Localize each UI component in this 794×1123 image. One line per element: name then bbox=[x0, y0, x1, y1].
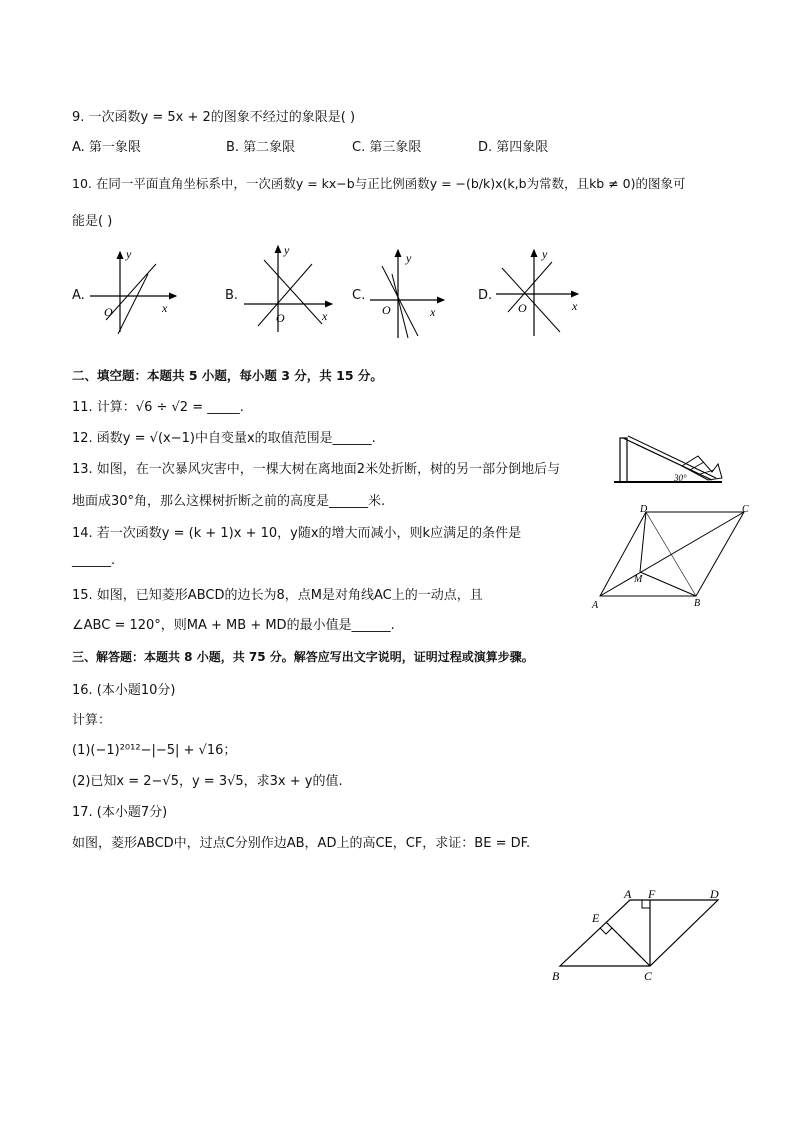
q17-label-c: C bbox=[644, 969, 653, 983]
q15-label-b: B bbox=[694, 598, 701, 609]
q10-graph-c bbox=[368, 244, 450, 340]
q10-b-y-label: y bbox=[284, 243, 290, 257]
q16-calc: 计算： bbox=[72, 713, 112, 728]
q14-line2: ______. bbox=[72, 553, 116, 568]
section-2-heading: 二、填空题：本题共 5 小题，每小题 3 分，共 15 分。 bbox=[72, 368, 383, 383]
q10-d-origin-label: O bbox=[518, 301, 527, 315]
q10-a-x-label: x bbox=[162, 301, 168, 315]
q17-text: 如图，菱形ABCD中，过点C分别作边AB，AD上的高CE，CF，求证：BE = DF. bbox=[72, 836, 531, 851]
q10-graph-a bbox=[88, 246, 188, 338]
q16-heading: 16. (本小题10分) bbox=[72, 683, 176, 698]
q10-option-b-label: B. bbox=[225, 288, 239, 303]
q13-line1: 13. 如图，在一次暴风灾害中，一棵大树在离地面2米处折断，树的另一部分倒地后与 bbox=[72, 462, 561, 477]
q10-stem-line2: 能是( ) bbox=[72, 214, 113, 229]
section-3-heading: 三、解答题：本题共 8 小题，共 75 分。解答应写出文字说明，证明过程或演算步骤。 bbox=[72, 650, 534, 664]
q17-label-e: E bbox=[592, 911, 600, 925]
q15-label-d: D bbox=[640, 504, 648, 515]
q10-a-y-label: y bbox=[126, 247, 132, 261]
q10-c-y-label: y bbox=[406, 251, 412, 265]
q12-text: 12. 函数y = √(x−1)中自变量x的取值范围是______. bbox=[72, 431, 376, 446]
q10-stem-line1: 10. 在同一平面直角坐标系中，一次函数y = kx−b与正比例函数y = −(b/k)x(k,b为常数，且kb ≠ 0)的图象可 bbox=[72, 176, 686, 191]
q9-option-c: C. 第三象限 bbox=[352, 140, 422, 155]
q10-option-c-label: C. bbox=[352, 288, 366, 303]
q15-line2: ∠ABC = 120°，则MA + MB + MD的最小值是______. bbox=[72, 618, 395, 633]
q14-line1: 14. 若一次函数y = (k + 1)x + 10，y随x的增大而减小，则k应满足的条件是 bbox=[72, 526, 522, 541]
q16-part1: (1)(−1)²⁰¹²−|−5| + √16； bbox=[72, 743, 237, 758]
q10-option-a-label: A. bbox=[72, 288, 85, 303]
q17-rhombus-figure bbox=[546, 884, 728, 984]
q10-d-x-label: x bbox=[572, 299, 578, 313]
q13-angle-label: 30° bbox=[674, 473, 687, 483]
q10-option-d-label: D. bbox=[478, 288, 493, 303]
q15-label-m: M bbox=[634, 574, 643, 585]
q11-text: 11. 计算：√6 ÷ √2 = _____. bbox=[72, 400, 244, 415]
q9-option-b: B. 第二象限 bbox=[226, 140, 296, 155]
q9-stem: 9. 一次函数y = 5x + 2的图象不经过的象限是( ) bbox=[72, 110, 356, 125]
q17-label-b: B bbox=[552, 969, 560, 983]
q17-label-a: A bbox=[624, 887, 632, 901]
q10-c-origin-label: O bbox=[382, 303, 391, 317]
q10-a-origin-label: O bbox=[104, 305, 113, 319]
q16-part2: (2)已知x = 2−√5，y = 3√5，求3x + y的值. bbox=[72, 774, 343, 789]
q15-label-a: A bbox=[592, 600, 599, 611]
q9-option-a: A. 第一象限 bbox=[72, 140, 141, 155]
q9-option-d: D. 第四象限 bbox=[478, 140, 549, 155]
q10-c-x-label: x bbox=[430, 305, 436, 319]
q10-b-origin-label: O bbox=[276, 311, 285, 325]
q10-graph-b bbox=[242, 240, 342, 332]
q13-tree-figure bbox=[612, 430, 726, 486]
q17-label-d: D bbox=[710, 887, 719, 901]
q10-graph-d bbox=[494, 246, 590, 340]
q13-line2: 地面成30°角，那么这棵树折断之前的高度是______米. bbox=[72, 494, 386, 509]
q15-label-c: C bbox=[742, 504, 749, 515]
q10-b-x-label: x bbox=[322, 309, 328, 323]
q15-rhombus-figure bbox=[588, 500, 756, 612]
q17-heading: 17. (本小题7分) bbox=[72, 805, 168, 820]
q17-label-f: F bbox=[648, 887, 656, 901]
q15-line1: 15. 如图，已知菱形ABCD的边长为8，点M是对角线AC上的一动点，且 bbox=[72, 588, 483, 603]
q10-d-y-label: y bbox=[542, 247, 548, 261]
